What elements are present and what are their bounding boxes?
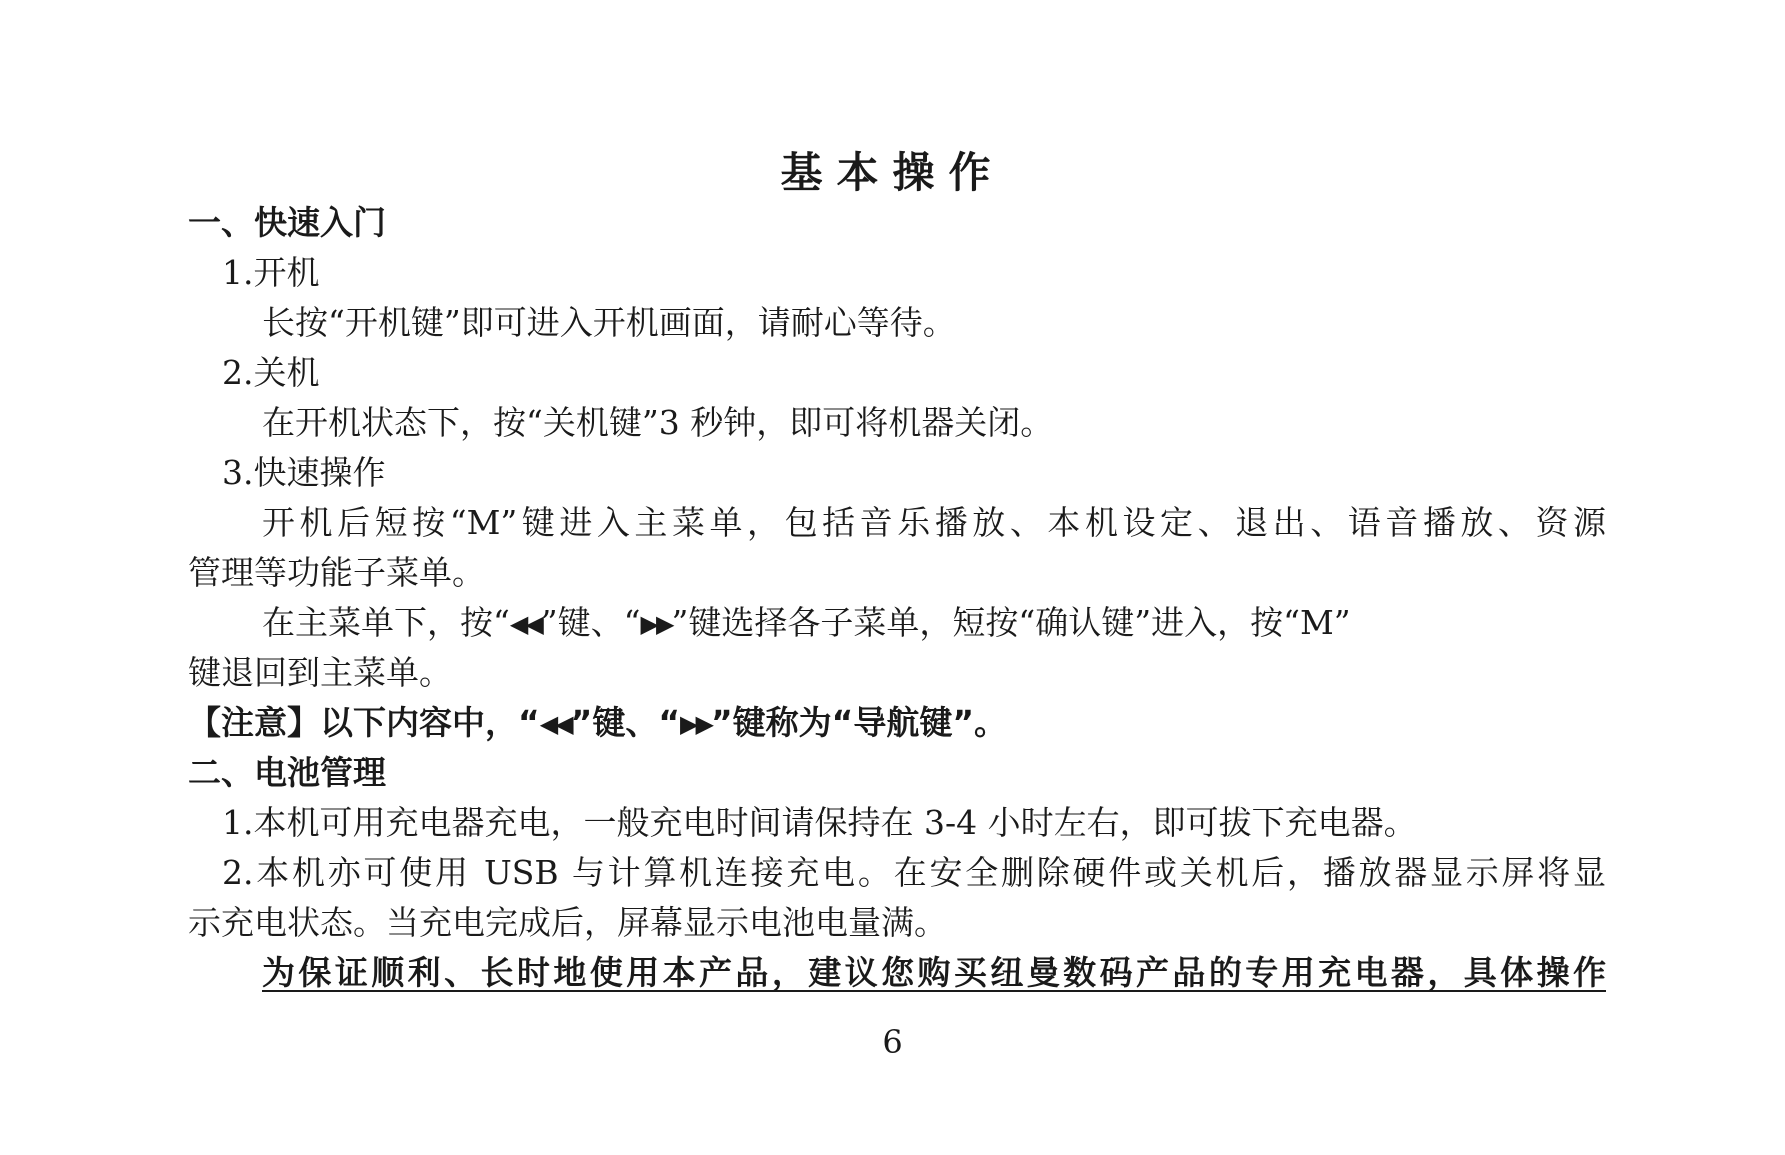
item-power-on-text: 长按“开机键”即可进入开机画面，请耐心等待。 — [262, 303, 956, 342]
next-track-icon: ▶▶ — [640, 610, 672, 638]
item-quick-op-p2-line1 — [262, 603, 1351, 644]
battery-item1: 1.本机可用充电器充电，一般充电时间请保持在 3-4 小时左右，即可拔下充电器。 — [222, 803, 1417, 842]
item-power-off-text: 在开机状态下，按“关机键”3 秒钟，即可将机器关闭。 — [262, 403, 1054, 442]
battery-item2-line2: 示充电状态。当充电完成后，屏幕显示电池电量满。 — [188, 903, 947, 942]
prev-track-icon: ◀◀ — [509, 610, 541, 638]
item-quick-op-p1-line1: 开机后短按“M”键进入主菜单，包括音乐播放、本机设定、退出、语音播放、资源 — [262, 503, 1606, 542]
battery-item2-line1: 2.本机亦可使用 USB 与计算机连接充电。在安全删除硬件或关机后，播放器显示屏将显 — [222, 853, 1606, 892]
item-quick-op-title: 3.快速操作 — [222, 453, 386, 492]
section-heading-quick-start: 一、快速入门 — [188, 203, 386, 242]
item-quick-op-p2-line2: 键退回到主菜单。 — [188, 653, 452, 692]
note-text-b: ”键、“ — [570, 703, 681, 742]
note-navigation-keys — [188, 703, 1007, 744]
p2-text-c: ”键选择各子菜单，短按“确认键”进入，按“M” — [671, 603, 1351, 642]
note-text-a: 【注意】以下内容中，“ — [188, 703, 540, 742]
item-power-off-title: 2.关机 — [222, 353, 320, 392]
next-track-icon: ▶▶ — [680, 710, 711, 738]
section-heading-battery: 二、电池管理 — [188, 753, 386, 792]
item-quick-op-p1-line2: 管理等功能子菜单。 — [188, 553, 485, 592]
charger-advice: 为保证顺利、长时地使用本产品，建议您购买纽曼数码产品的专用充电器，具体操作 — [262, 953, 1606, 992]
note-text-c: ”键称为“导航键”。 — [710, 703, 1008, 742]
p2-text-b: ”键、“ — [540, 603, 641, 642]
item-power-on-title: 1.开机 — [222, 253, 320, 292]
p2-text-a: 在主菜单下，按“ — [262, 603, 510, 642]
page-number: 6 — [882, 1023, 903, 1061]
prev-track-icon: ◀◀ — [539, 710, 571, 738]
page-title: 基本操作 — [780, 148, 1005, 197]
